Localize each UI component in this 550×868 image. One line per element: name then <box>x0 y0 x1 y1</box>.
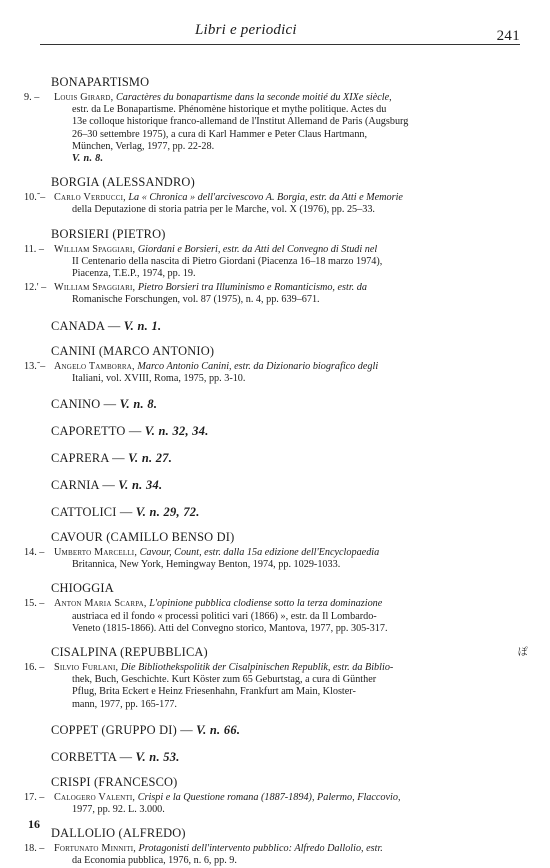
entry-number: 18. – <box>24 843 45 855</box>
heading-text: BORGIA (ALESSANDRO) <box>51 175 195 190</box>
entry-number: 13.˜– <box>24 360 46 372</box>
entry-author: Calogero Valenti, <box>54 791 136 803</box>
section <box>24 581 522 635</box>
section-heading <box>24 478 522 493</box>
entry-author: Fortunato Minniti, <box>54 843 136 855</box>
section-heading <box>24 227 522 242</box>
entry-author: Silvio Furlani, <box>54 662 119 674</box>
heading-text: CORBETTA — <box>51 749 136 764</box>
running-title: Libri e periodici <box>195 22 297 38</box>
cross-reference: V. n. 32, 34. <box>144 424 209 439</box>
heading-text: CANADA — <box>51 318 124 333</box>
entry-title: La « Chronica » dell'arcivescovo A. Borgia, estr. da Atti e Memorie <box>128 192 403 204</box>
entry-title: Cavour, Count, estr. dalla 15a edizione dell'Encyclopaedia <box>139 547 380 559</box>
entry-author: Anton Maria Scarpa, <box>54 598 147 610</box>
entry-author: William Spaggiari, <box>54 282 136 294</box>
section-heading <box>24 645 528 660</box>
section-heading <box>24 750 522 765</box>
entry-continuation: 26–30 settembre 1975), a cura di Karl Hammer e Peter Claus Hartmann, <box>72 128 368 140</box>
section <box>24 227 522 307</box>
section-heading <box>24 344 522 359</box>
heading-text: CANINO — <box>51 397 120 412</box>
entry-title: Giordani e Borsieri, estr. da Atti del Convegno di Studi nel <box>137 243 378 255</box>
entry-continuation: austriaca ed il fondo « processi politici vari (1866) », estr. da Il Lombardo- <box>72 610 377 622</box>
section-heading <box>24 723 522 738</box>
bibliography-entry <box>24 361 522 385</box>
section-heading <box>24 175 522 190</box>
cross-reference: V. n. 53. <box>135 749 180 764</box>
entry-continuation: II Centenario della nascita di Pietro Giordani (Piacenza 16–18 marzo 1974), <box>72 255 383 267</box>
heading-text: CAPRERA — <box>51 451 129 466</box>
entry-title: Die Bibliothekspolitik der Cisalpinischen Republik, estr. da Biblio- <box>120 662 394 674</box>
cross-reference: V. n. 34. <box>118 478 163 493</box>
heading-text: CAPORETTO — <box>51 424 145 439</box>
entry-continuation: Britannica, New York, Hemingway Benton, 1974, pp. 1029-1033. <box>72 559 341 571</box>
entry-continuation: Romanische Forschungen, vol. 87 (1975), n. 4, pp. 639–671. <box>72 294 320 306</box>
section <box>24 775 522 816</box>
entry-title: L'opinione pubblica clodiense sotto la terza dominazione <box>149 598 383 610</box>
entry-number: 17. – <box>24 791 45 803</box>
entry-number: 12.' – <box>24 282 47 294</box>
bibliography-entry <box>24 92 522 165</box>
heading-text: CRISPI (FRANCESCO) <box>51 774 178 789</box>
heading-text: COPPET (GRUPPO DI) — <box>51 722 197 737</box>
entry-number: 11. – <box>24 243 44 255</box>
section-heading <box>24 826 522 841</box>
heading-text: CANINI (MARCO ANTONIO) <box>51 343 215 358</box>
entry-continuation: München, Verlag, 1977, pp. 22-28. <box>72 140 215 152</box>
section <box>24 175 522 216</box>
entry-continuation: 1977, pp. 92. L. 3.000. <box>72 804 165 816</box>
cross-reference: V. n. 1. <box>123 318 162 333</box>
section-heading <box>24 397 522 412</box>
section <box>24 826 522 867</box>
section <box>24 319 522 334</box>
bibliography-entry <box>24 662 522 711</box>
entry-continuation: 13e colloque historique franco-allemand de l'Institut Allemand de Paris (Augsburg <box>72 116 409 128</box>
section <box>24 645 528 711</box>
section-heading <box>24 424 522 439</box>
heading-text: DALLOLIO (ALFREDO) <box>51 826 186 841</box>
heading-text: BONAPARTISMO <box>51 75 150 89</box>
section-heading <box>24 581 522 596</box>
entry-continuation: della Deputazione di storia patria per le Marche, vol. X (1976), pp. 25–33. <box>72 204 375 216</box>
entry-title: Crispi e la Questione romana (1887-1894), Palermo, Flaccovio, <box>137 791 401 803</box>
section <box>24 75 522 165</box>
section-heading <box>24 319 522 334</box>
bibliography-entry <box>24 843 522 867</box>
section-heading <box>24 530 522 545</box>
cross-reference: V. n. 66. <box>196 722 241 737</box>
entry-author: Carlo Verducci, <box>54 192 126 204</box>
cross-reference: V. n. 29, 72. <box>135 505 200 520</box>
entry-number: 14. – <box>24 547 45 559</box>
section <box>24 750 522 765</box>
margin-mark: ぽ <box>517 647 528 659</box>
cross-reference: V. n. 27. <box>128 451 173 466</box>
entry-continuation: Piacenza, T.E.P., 1974, pp. 19. <box>72 268 196 280</box>
section-heading <box>24 75 522 90</box>
section <box>24 451 522 466</box>
entry-author: Umberto Marcelli, <box>54 547 138 559</box>
bibliography-entry <box>24 598 522 635</box>
entry-title: Marco Antonio Canini, estr. da Dizionario biografico degli <box>137 360 379 372</box>
bibliography-entry <box>24 244 522 281</box>
bibliography-entry <box>24 792 522 816</box>
entry-continuation: thek, Buch, Geschichte. Kurt Köster zum 65 Geburtstag, a cura di Günther <box>72 674 377 686</box>
entry-number: 9. – <box>24 92 40 103</box>
entry-author: Louis Girard, <box>54 92 114 103</box>
entry-continuation: estr. da Le Bonapartisme. Phénomène historique et mythe politique. Actes du <box>72 104 387 116</box>
section-heading <box>24 775 522 790</box>
cross-reference: V. n. 8. <box>119 397 158 412</box>
entry-number: 16. – <box>24 662 45 674</box>
heading-text: CAVOUR (CAMILLO BENSO DI) <box>51 530 235 545</box>
entry-continuation: Italiani, vol. XVIII, Roma, 1975, pp. 3-10. <box>72 372 246 384</box>
header-rule <box>40 44 520 45</box>
heading-text: CARNIA — <box>51 478 119 493</box>
heading-text: CHIOGGIA <box>51 581 114 596</box>
entry-title: Pietro Borsieri tra Illuminismo e Romanticismo, estr. da <box>137 282 367 294</box>
bibliography-entry <box>24 547 522 571</box>
section <box>24 505 522 520</box>
section <box>24 344 522 385</box>
section <box>24 397 522 412</box>
heading-text: BORSIERI (PIETRO) <box>51 226 166 241</box>
entry-author: William Spaggiari, <box>54 243 136 255</box>
cross-reference: V. n. 8. <box>72 153 104 165</box>
section <box>24 478 522 493</box>
heading-text: CATTOLICI — <box>51 505 136 520</box>
entry-continuation: mann, 1977, pp. 165-177. <box>72 698 177 710</box>
section <box>24 424 522 439</box>
entry-continuation: da Economia pubblica, 1976, n. 6, pp. 9. <box>72 855 237 867</box>
entry-number: 10.˜– <box>24 192 46 204</box>
page-header <box>40 20 520 64</box>
section-heading <box>24 451 522 466</box>
entry-number: 15. – <box>24 598 45 610</box>
signature-number: 16 <box>28 817 40 831</box>
section <box>24 723 522 738</box>
entry-continuation: Veneto (1815-1866). Atti del Convegno storico, Mantova, 1977, pp. 305-317. <box>72 622 388 634</box>
bibliography-entry <box>24 282 522 306</box>
entry-continuation: Pflug, Brita Eckert e Heinz Friesenhahn, Frankfurt am Main, Kloster- <box>72 686 356 698</box>
heading-text: CISALPINA (REPUBBLICA) <box>51 645 208 660</box>
page-number: 241 <box>496 28 520 44</box>
bibliography-list <box>24 75 528 868</box>
entry-author: Angelo Tamborra, <box>54 360 135 372</box>
section-heading <box>24 505 522 520</box>
entry-title: Caractères du bonapartisme dans la seconde moitié du XIXe siècle, <box>115 92 392 103</box>
entry-title: Protagonisti dell'intervento pubblico: Alfredo Dallolio, estr. <box>138 843 383 855</box>
section <box>24 530 522 571</box>
bibliography-entry <box>24 192 522 216</box>
